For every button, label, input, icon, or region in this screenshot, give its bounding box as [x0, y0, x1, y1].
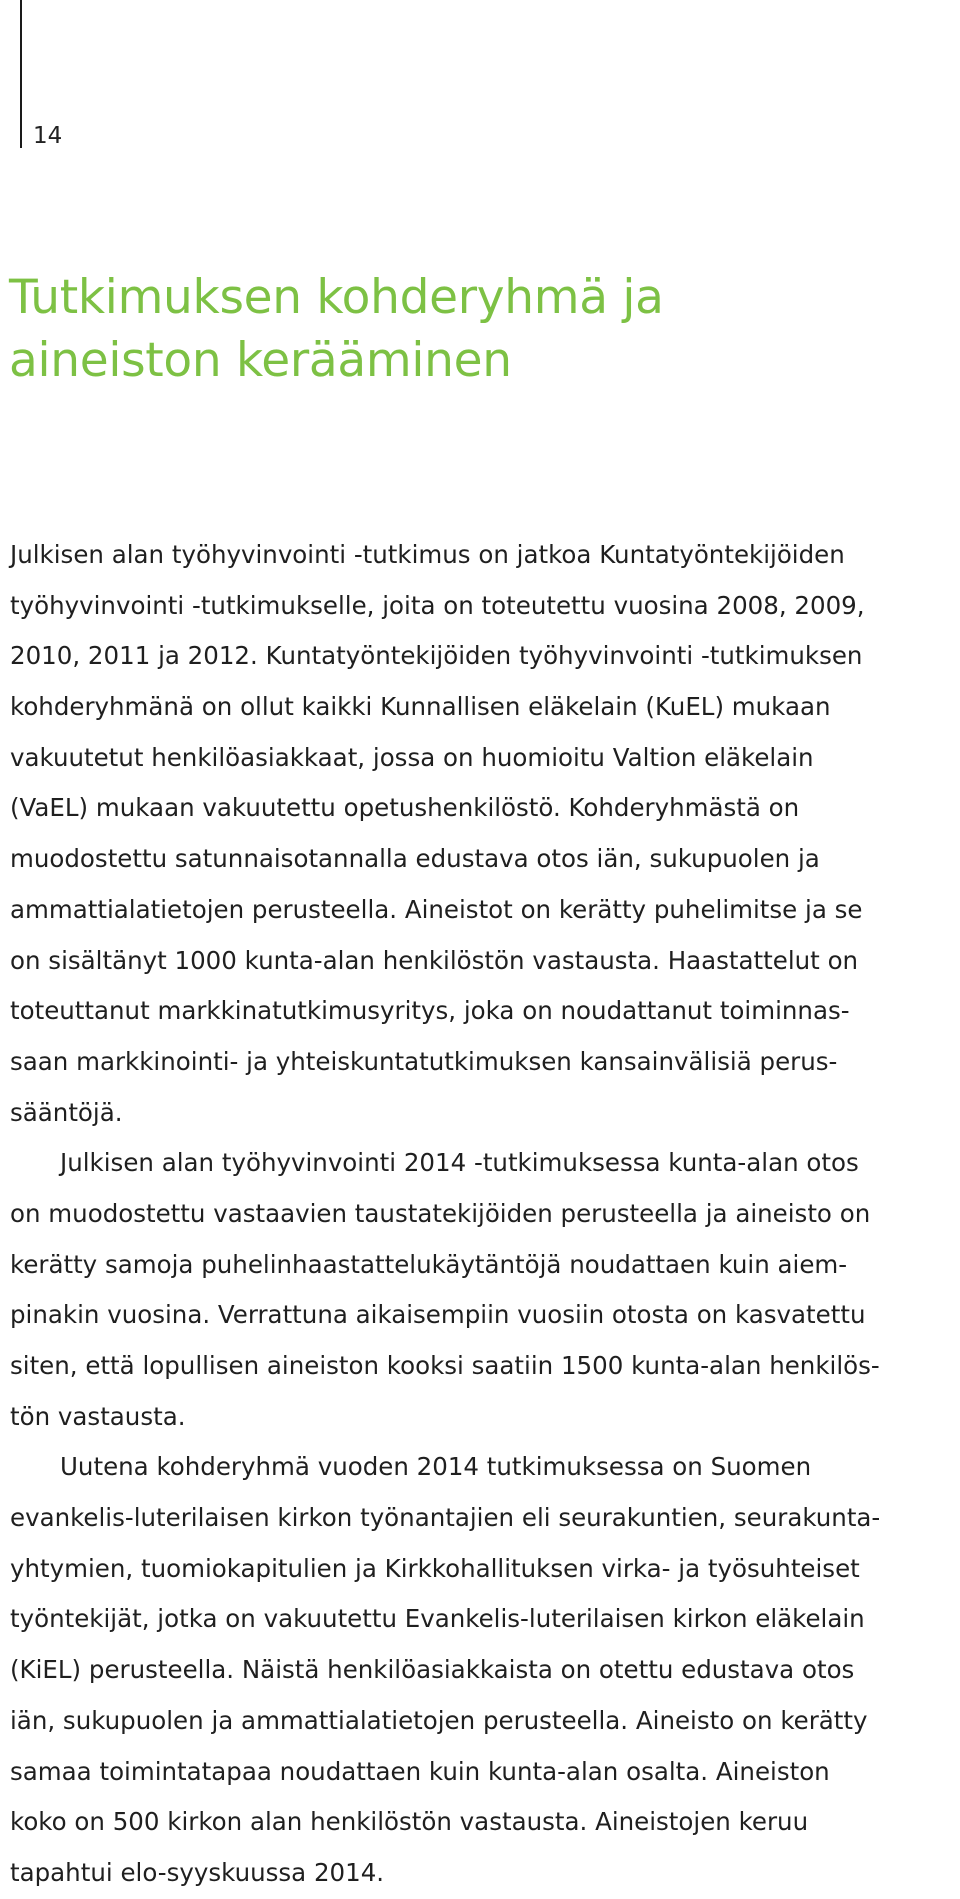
text-line: on sisältänyt 1000 kunta-alan henkilöstön vastausta. Haastattelut on	[10, 945, 859, 975]
text-line: 2010, 2011 ja 2012. Kuntatyöntekijöiden työhyvinvointi -tutkimuksen	[10, 641, 863, 671]
text-line: ammattialatietojen perusteella. Aineistot on kerätty puhelimitse ja se	[10, 894, 863, 924]
text-line: sääntöjä.	[10, 1097, 123, 1127]
text-line: tön vastausta.	[10, 1401, 186, 1431]
text-line: (VaEL) mukaan vakuutettu opetushenkilöstö. Kohderyhmästä on	[10, 793, 800, 823]
text-line: (KiEL) perusteella. Näistä henkilöasiakkaista on otettu edustava otos	[10, 1655, 855, 1685]
text-line: Uutena kohderyhmä vuoden 2014 tutkimuksessa on Suomen	[60, 1452, 812, 1482]
text-line: työhyvinvointi -tutkimukselle, joita on toteutettu vuosina 2008, 2009,	[10, 590, 865, 620]
text-line: tapahtui elo-syyskuussa 2014.	[10, 1857, 385, 1887]
page-margin-rule	[20, 0, 22, 148]
text-line: on muodostettu vastaavien taustatekijöiden perusteella ja aineisto on	[10, 1198, 871, 1228]
text-line: Julkisen alan työhyvinvointi -tutkimus on jatkoa Kuntatyöntekijöiden	[10, 540, 845, 569]
text-line: siten, että lopullisen aineiston kooksi saatiin 1500 kunta-alan henkilös-	[10, 1351, 880, 1380]
text-line: koko on 500 kirkon alan henkilöstön vastausta. Aineistojen keruu	[10, 1807, 809, 1837]
section-title-line: Tutkimuksen kohderyhmä ja	[9, 270, 664, 325]
text-line: samaa toimintatapaa noudattaen kuin kunta-alan osalta. Aineiston	[10, 1756, 830, 1786]
section-title-line: aineiston kerääminen	[9, 333, 512, 388]
text-line: muodostettu satunnaisotannalla edustava otos iän, sukupuolen ja	[10, 844, 820, 874]
text-line: vakuutetut henkilöasiakkaat, jossa on huomioitu Valtion eläkelain	[10, 742, 814, 772]
section-title	[9, 266, 909, 392]
text-line: yhtymien, tuomiokapitulien ja Kirkkohallituksen virka- ja työsuhteiset	[10, 1553, 860, 1583]
paragraph-2	[10, 1138, 955, 1442]
text-line: saan markkinointi- ja yhteiskuntatutkimuksen kansainvälisiä perus-	[10, 1046, 838, 1076]
text-line: Julkisen alan työhyvinvointi 2014 -tutkimuksessa kunta-alan otos	[60, 1148, 859, 1178]
page-number: 14	[33, 123, 63, 149]
body-text	[10, 530, 955, 1899]
text-line: pinakin vuosina. Verrattuna aikaisempiin vuosiin otosta on kasvatettu	[10, 1300, 866, 1330]
paragraph-3	[10, 1442, 955, 1898]
text-line: toteuttanut markkinatutkimusyritys, joka on noudattanut toiminnas-	[10, 996, 850, 1026]
text-line: evankelis-luterilaisen kirkon työnantajien eli seurakuntien, seurakunta-	[10, 1503, 881, 1533]
text-line: kerätty samoja puhelinhaastattelukäytäntöjä noudattaen kuin aiem-	[10, 1249, 848, 1279]
text-line: työntekijät, jotka on vakuutettu Evankelis-luterilaisen kirkon eläkelain	[10, 1604, 865, 1634]
text-line: kohderyhmänä on ollut kaikki Kunnallisen eläkelain (KuEL) mukaan	[10, 692, 831, 722]
text-line: iän, sukupuolen ja ammattialatietojen perusteella. Aineisto on kerätty	[10, 1705, 868, 1735]
paragraph-1	[10, 530, 955, 1138]
